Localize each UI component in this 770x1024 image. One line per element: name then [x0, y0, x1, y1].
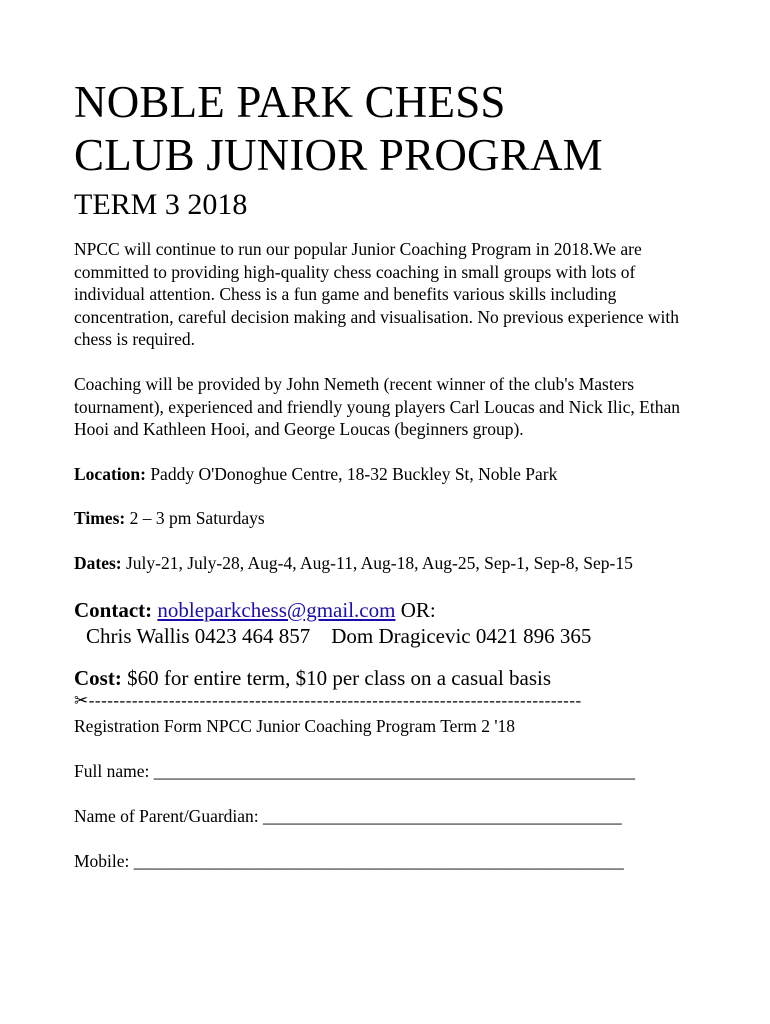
contact-line — [74, 597, 704, 623]
page-title — [74, 76, 704, 182]
contact-label: Contact: — [74, 597, 153, 622]
cost-label: Cost: — [74, 665, 122, 690]
dates-label: Dates: — [74, 552, 122, 573]
full-name-line: _______________________________________________________ — [153, 760, 635, 781]
flyer-page — [74, 76, 704, 872]
contact-names: Chris Wallis 0423 464 857 Dom Dragicevic 0421 896 365 — [86, 623, 592, 648]
location-value: Paddy O'Donoghue Centre, 18-32 Buckley St, Noble Park — [145, 463, 558, 484]
scissors-icon: ✂ — [74, 690, 89, 710]
parent-guardian-label: Name of Parent/Guardian: — [74, 805, 264, 826]
title-line-2: CLUB JUNIOR PROGRAM — [74, 130, 603, 180]
registration-form-title: Registration Form NPCC Junior Coaching Program Term 2 '18 — [74, 715, 516, 736]
contact-email-link[interactable]: nobleparkchess@gmail.com — [157, 597, 396, 622]
parent-guardian-field — [74, 805, 704, 827]
cut-line — [74, 691, 686, 711]
location-label: Location: — [74, 463, 146, 484]
intro-paragraph: NPCC will continue to run our popular Junior Coaching Program in 2018.We are committed to providing high-quality chess coaching in small groups with lots of individual attention. Chess is a fun game and benefits various skills including concentration, careful decision making and visualisation. No previous experience with chess is required. — [74, 239, 680, 350]
times-line — [74, 507, 704, 530]
title-line-1: NOBLE PARK CHESS — [74, 77, 506, 127]
dates-value: July-21, July-28, Aug-4, Aug-11, Aug-18, Aug-25, Sep-1, Sep-8, Sep-15 — [121, 552, 633, 573]
full-name-label: Full name: — [74, 760, 154, 781]
times-value: 2 – 3 pm Saturdays — [125, 508, 265, 529]
dates-line — [74, 552, 704, 575]
full-name-field — [74, 760, 704, 782]
cost-line — [74, 665, 704, 691]
mobile-label: Mobile: — [74, 850, 134, 871]
term-heading: TERM 3 2018 — [74, 188, 248, 221]
mobile-field — [74, 850, 704, 872]
mobile-line: ________________________________________________________ — [133, 850, 624, 871]
cut-dashes: -------------------------------------------------------------------------------- — [88, 690, 582, 710]
coaches-paragraph: Coaching will be provided by John Nemeth (recent winner of the club's Masters tournament), experienced and friendly young players Carl Loucas and Nick Ilic, Ethan Hooi and Kathleen Hooi, and George Loucas (beginners group). — [74, 373, 680, 440]
parent-guardian-line: _________________________________________ — [263, 805, 622, 826]
contact-or: OR: — [395, 597, 436, 622]
cost-value: $60 for entire term, $10 per class on a casual basis — [121, 665, 552, 690]
times-label: Times: — [74, 508, 126, 529]
location-line — [74, 463, 704, 486]
